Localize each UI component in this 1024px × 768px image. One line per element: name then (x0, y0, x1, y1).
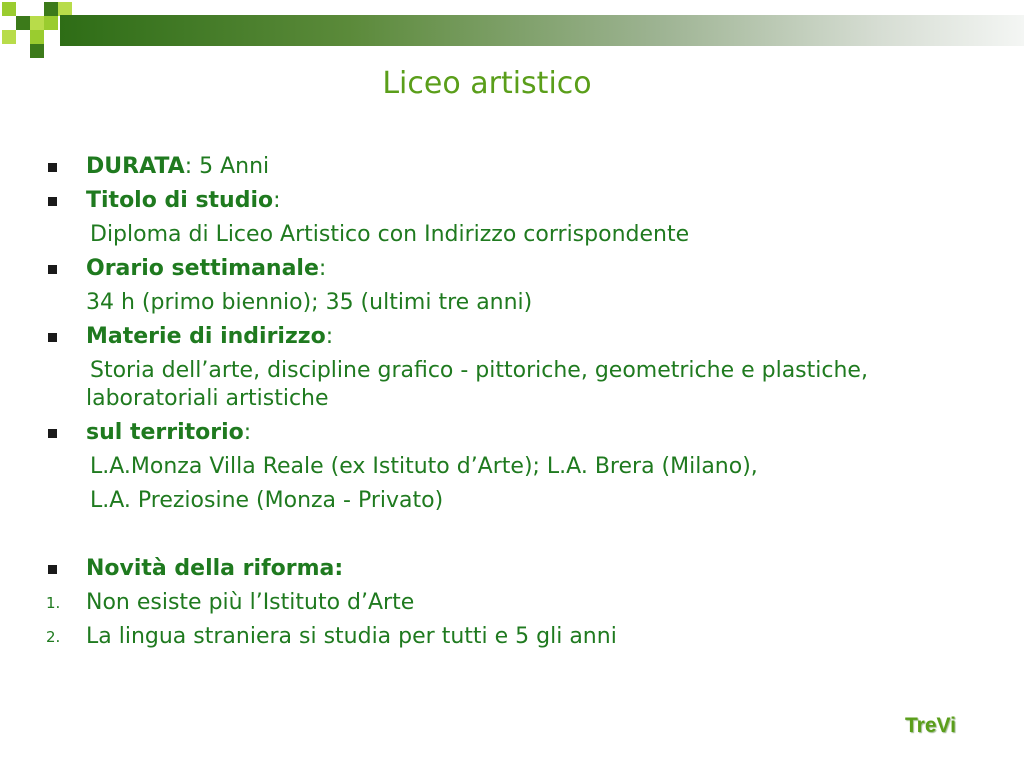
decor-square (30, 44, 44, 58)
decor-square (30, 30, 44, 44)
square-bullet-icon (48, 429, 57, 438)
list-item (46, 552, 946, 586)
item-detail: 34 h (primo biennio); 35 (ultimi tre anni) (86, 290, 533, 315)
item-separator: : (318, 256, 327, 281)
slide-title: Liceo artistico (382, 66, 592, 101)
decor-square (2, 30, 16, 44)
square-bullet-icon (48, 197, 57, 206)
item-number: 1. (46, 594, 61, 612)
item-detail: Diploma di Liceo Artistico con Indirizzo corrispondente (90, 222, 690, 247)
bullet-list (46, 150, 946, 654)
decor-square (58, 2, 72, 16)
numbered-item (46, 586, 946, 620)
square-bullet-icon (48, 265, 57, 274)
item-label: Titolo di studio (86, 188, 274, 213)
item-text: Non esiste più l’Istituto d’Arte (86, 590, 415, 615)
square-bullet-icon (48, 333, 57, 342)
item-text (86, 252, 326, 286)
item-label: Orario settimanale (86, 256, 319, 281)
spacer (46, 518, 946, 552)
decor-square (44, 16, 58, 30)
decor-square (30, 16, 44, 30)
item-separator: : (273, 188, 281, 213)
item-text (86, 320, 333, 354)
header-gradient-bar (60, 15, 1024, 46)
list-item (46, 184, 946, 218)
item-separator: : (325, 324, 334, 349)
item-separator: : (184, 154, 200, 179)
item-number: 2. (46, 628, 61, 646)
item-text (86, 552, 343, 586)
item-value: 5 Anni (199, 154, 270, 179)
item-text (86, 150, 269, 184)
item-text (86, 184, 281, 218)
list-item (46, 320, 946, 354)
item-detail: L.A. Preziosine (Monza - Privato) (90, 488, 444, 513)
item-detail-text: Storia dell’arte, discipline grafico - pittoriche, geometriche e plastiche, laboratoriali artistiche (86, 358, 868, 411)
footer-logo-text: TreVi (905, 714, 956, 737)
list-item (46, 252, 946, 286)
item-detail (46, 354, 916, 416)
item-label: Materie di indirizzo (86, 324, 326, 349)
decor-square (44, 2, 58, 16)
list-item (46, 150, 946, 184)
square-bullet-icon (48, 565, 57, 574)
square-bullet-icon (48, 163, 57, 172)
item-label: sul territorio (86, 420, 244, 445)
numbered-item (46, 620, 946, 654)
item-detail: L.A.Monza Villa Reale (ex Istituto d’Arte); L.A. Brera (Milano), (90, 454, 758, 479)
decor-square (2, 2, 16, 16)
item-label: DURATA (86, 154, 185, 179)
item-text: La lingua straniera si studia per tutti e 5 gli anni (86, 624, 617, 649)
item-text (86, 416, 251, 450)
decor-square (16, 16, 30, 30)
item-separator: : (243, 420, 252, 445)
item-label: Novità della riforma: (86, 556, 344, 581)
list-item (46, 416, 946, 450)
